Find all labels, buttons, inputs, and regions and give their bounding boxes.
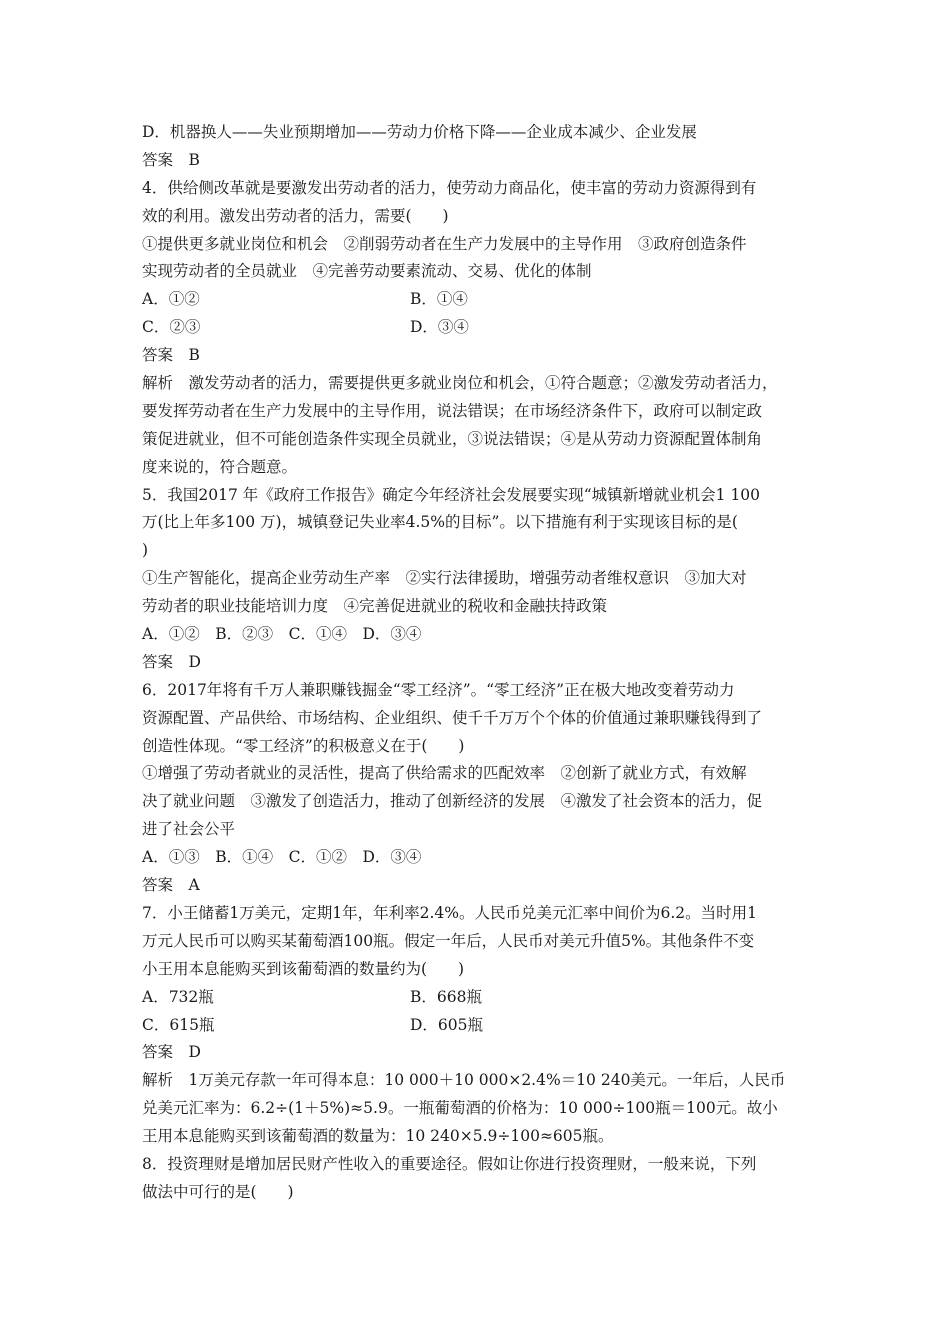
q7-option-a: A．732瓶 xyxy=(142,987,214,1006)
q4-option-b: B．①④ xyxy=(410,290,468,309)
q3-answer: 答案 B xyxy=(142,150,200,169)
q6-stem: 6．2017年将有千万人兼职赚钱掘金“零工经济”。“零工经济”正在极大地改变着劳动力 xyxy=(142,680,735,699)
q7-analysis: 王用本息能购买到该葡萄酒的数量为：10 240×5.9÷100≈605瓶。 xyxy=(142,1127,614,1146)
q6-stem: 资源配置、产品供给、市场结构、企业组织、使千千万万个个体的价值通过兼职赚钱得到了 xyxy=(142,708,763,727)
q7-option-b: B．668瓶 xyxy=(410,987,482,1006)
q4-stem: 效的利用。激发出劳动者的活力，需要( ) xyxy=(142,206,449,225)
q4-options-row xyxy=(142,314,822,342)
q7-stem: 7．小王储蓄1万美元，定期1年，年利率2.4%。人民币兑美元汇率中间价为6.2。当时用1 xyxy=(142,903,757,922)
q4-stem: 4．供给侧改革就是要激发出劳动者的活力，使劳动力商品化，使丰富的劳动力资源得到有 xyxy=(142,178,757,197)
q4-items: ①提供更多就业岗位和机会 ②削弱劳动者在生产力发展中的主导作用 ③政府创造条件 xyxy=(142,234,747,253)
q7-analysis: 兑美元汇率为：6.2÷(1＋5%)≈5.9。一瓶葡萄酒的价格为：10 000÷100瓶＝100元。故小 xyxy=(142,1099,778,1118)
q6-items: 决了就业问题 ③激发了创造活力，推动了创新经济的发展 ④激发了社会资本的活力，促 xyxy=(142,792,763,811)
q7-option-c: C．615瓶 xyxy=(142,1015,215,1034)
q6-items: ①增强了劳动者就业的灵活性，提高了供给需求的匹配效率 ②创新了就业方式，有效解 xyxy=(142,764,747,783)
q6-options: A．①③ B．①④ C．①② D．③④ xyxy=(142,848,422,867)
q4-analysis: 策促进就业，但不可能创造条件实现全员就业，③说法错误；④是从劳动力资源配置体制角 xyxy=(142,429,763,448)
q3-option-d: D．机器换人——失业预期增加——劳动力价格下降——企业成本减少、企业发展 xyxy=(142,123,697,141)
q7-stem: 小王用本息能购买到该葡萄酒的数量约为( ) xyxy=(142,959,465,978)
q8-stem: 8．投资理财是增加居民财产性收入的重要途径。假如让你进行投资理财，一般来说，下列 xyxy=(142,1154,757,1173)
q6-items: 进了社会公平 xyxy=(142,820,236,839)
q6-stem: 创造性体现。“零工经济”的积极意义在于( ) xyxy=(142,736,465,755)
q4-analysis: 解析 激发劳动者的活力，需要提供更多就业岗位和机会，①符合题意；②激发劳动者活力， xyxy=(142,374,778,393)
document-content xyxy=(142,119,822,1207)
q4-options-row xyxy=(142,286,822,314)
q5-stem: ) xyxy=(142,541,149,560)
q4-option-d: D．③④ xyxy=(410,318,469,337)
q5-options: A．①② B．②③ C．①④ D．③④ xyxy=(142,625,422,644)
q4-items: 实现劳动者的全员就业 ④完善劳动要素流动、交易、优化的体制 xyxy=(142,262,592,281)
q8-stem: 做法中可行的是( ) xyxy=(142,1182,294,1201)
q5-answer: 答案 D xyxy=(142,652,201,671)
q7-options-row xyxy=(142,984,822,1012)
q4-option-a: A．①② xyxy=(142,290,200,309)
q7-options-row xyxy=(142,1012,822,1040)
q5-items: 劳动者的职业技能培训力度 ④完善促进就业的税收和金融扶持政策 xyxy=(142,597,608,616)
q4-answer: 答案 B xyxy=(142,346,200,365)
q5-stem: 万(比上年多100 万)，城镇登记失业率4.5%的目标”。以下措施有利于实现该目标的是( xyxy=(142,513,738,532)
q7-stem: 万元人民币可以购买某葡萄酒100瓶。假定一年后，人民币对美元升值5%。其他条件不变 xyxy=(142,931,755,950)
q4-analysis: 要发挥劳动者在生产力发展中的主导作用，说法错误；在市场经济条件下，政府可以制定政 xyxy=(142,401,763,420)
q4-analysis: 度来说的，符合题意。 xyxy=(142,457,298,476)
q7-option-d: D．605瓶 xyxy=(410,1015,484,1034)
q5-stem: 5．我国2017 年《政府工作报告》确定今年经济社会发展要实现“城镇新增就业机会1 100 xyxy=(142,485,761,504)
q4-option-c: C．②③ xyxy=(142,318,201,337)
q7-answer: 答案 D xyxy=(142,1043,201,1062)
q7-analysis: 解析 1万美元存款一年可得本息：10 000＋10 000×2.4%＝10 240美元。一年后，人民币 xyxy=(142,1071,786,1090)
q5-items: ①生产智能化，提高企业劳动生产率 ②实行法律援助，增强劳动者维权意识 ③加大对 xyxy=(142,569,747,588)
q6-answer: 答案 A xyxy=(142,876,200,895)
